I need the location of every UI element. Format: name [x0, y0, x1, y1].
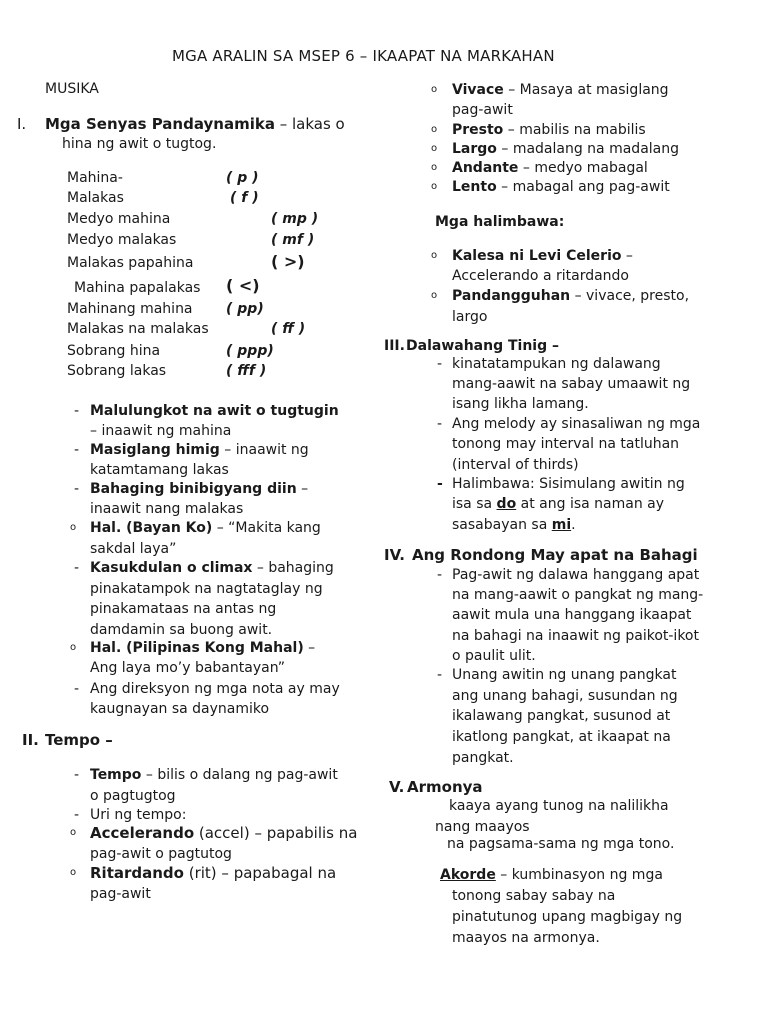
note-do: do [496, 496, 517, 512]
list-item-text: – “Makita kang [212, 520, 321, 536]
list-item [452, 139, 679, 159]
list-item-line: ikatlong pangkat, at ikaapat na [452, 729, 671, 745]
list-item-line: ang unang bahagi, susundan ng [452, 688, 678, 704]
list-item-bold: Andante [452, 160, 519, 176]
list-item-line: ikalawang pangkat, susunod at [452, 708, 671, 724]
akorde-line: maayos na armonya. [452, 930, 600, 946]
section-4-number: IV. [384, 546, 405, 564]
list-item-line: aawit mula una hanggang ikaapat [452, 607, 692, 623]
dash-marker: - [437, 476, 443, 492]
list-item: Pag-awit ng dalawa hanggang apat [452, 567, 700, 583]
list-item: Ang melody ay sinasaliwan ng mga [452, 416, 701, 432]
text-span: isa sa [452, 496, 497, 512]
dash-marker: - [74, 560, 80, 576]
text-span: sasabayan sa [452, 517, 552, 533]
list-item-bold: Hal. (Pilipinas Kong Mahal) [90, 640, 304, 656]
section-1-title: Mga Senyas Pandaynamika [45, 115, 275, 133]
section-1-number: I. [17, 115, 27, 133]
dynamic-symbol: ( f ) [230, 190, 259, 206]
list-item [90, 479, 308, 499]
list-item-line: sakdal laya” [90, 541, 177, 557]
list-item-line: Ang laya mo’y babantayan” [90, 660, 286, 676]
list-item-line: isang likha lamang. [452, 396, 589, 412]
text-span: . [571, 517, 576, 533]
bullet-marker: o [431, 84, 438, 95]
list-item-line: pinakamataas na antas ng [90, 601, 277, 617]
dash-marker: - [74, 481, 80, 497]
bullet-marker: o [431, 143, 438, 154]
list-item-line: largo [452, 309, 488, 325]
dynamic-name: Malakas [67, 190, 124, 206]
examples-heading: Mga halimbawa: [435, 214, 565, 230]
list-item-line: pag-awit [452, 102, 513, 118]
list-item-text: – bahaging [252, 560, 334, 576]
list-item-text: – [621, 248, 633, 264]
list-item-bold: Malulungkot na awit o tugtugin [90, 403, 339, 419]
dynamic-name: Malakas na malakas [67, 321, 209, 337]
list-item-bold: Lento [452, 179, 497, 195]
bullet-marker: o [431, 124, 438, 135]
akorde-line: tonong sabay sabay na [452, 888, 616, 904]
list-item [90, 638, 315, 658]
section-5-heading: Armonya [407, 778, 483, 796]
list-item-bold: Ritardando [90, 864, 184, 882]
list-item: kinatatampukan ng dalawang [452, 356, 661, 372]
list-item-line: o paulit ulit. [452, 648, 536, 664]
section-1-desc: – lakas o [274, 115, 345, 133]
list-item-text: – [303, 640, 316, 656]
list-item [452, 286, 689, 306]
armonya-line: kaaya ayang tunog na nalilikha [449, 798, 669, 814]
section-3-number: III. [384, 338, 405, 354]
dash-marker: - [74, 403, 80, 419]
list-item-text: – madalang na madalang [496, 141, 679, 157]
section-label-musika: MUSIKA [45, 81, 99, 97]
dash-marker: - [74, 442, 80, 458]
section-2-heading: Tempo – [45, 731, 113, 749]
dynamic-name: Mahinang mahina [67, 301, 193, 317]
list-item-line: pag-awit o pagtutog [90, 846, 232, 862]
list-item-bold: Presto [452, 122, 504, 138]
list-item-line: na bahagi na inaawit ng paikot-ikot [452, 628, 699, 644]
list-item-text: – bilis o dalang ng pag-awit [141, 767, 338, 783]
akorde-definition [440, 865, 663, 885]
section-4-heading: Ang Rondong May apat na Bahagi [412, 546, 698, 564]
list-item [90, 765, 338, 785]
bullet-marker: o [431, 162, 438, 173]
list-item-line: pag-awit [90, 886, 151, 902]
list-item-text: – mabagal ang pag-awit [496, 179, 670, 195]
list-item-bold: Masiglang himig [90, 442, 220, 458]
dynamic-symbol: ( >) [271, 252, 305, 271]
list-item-line: na mang-aawit o pangkat ng mang- [452, 587, 704, 603]
list-item: Halimbawa: Sisimulang awitin ng [452, 476, 685, 492]
dynamic-symbol: ( fff ) [226, 363, 267, 379]
list-item [452, 158, 648, 178]
dynamic-symbol: ( mp ) [271, 211, 319, 227]
list-item-text: (rit) – papabagal na [183, 864, 337, 882]
dash-marker: - [437, 667, 443, 683]
list-item-text: – inaawit ng [219, 442, 309, 458]
dash-marker: - [437, 416, 443, 432]
list-item [452, 120, 646, 140]
list-item-text: – [296, 481, 309, 497]
bullet-marker: o [431, 181, 438, 192]
list-item-bold: Kalesa ni Levi Celerio [452, 248, 622, 264]
list-item-line: o pagtugtog [90, 788, 176, 804]
list-item-line: katamtamang lakas [90, 462, 229, 478]
section-2-number: II. [22, 731, 39, 749]
akorde-text: – kumbinasyon ng mga [495, 867, 663, 883]
section-1-desc-line2: hina ng awit o tugtog. [62, 136, 217, 152]
dash-marker: - [437, 567, 443, 583]
dynamic-name: Medyo mahina [67, 211, 171, 227]
note-mi: mi [551, 517, 572, 533]
dynamic-name: Malakas papahina [67, 255, 194, 271]
list-item-bold: Vivace [452, 82, 504, 98]
list-item-line: kaugnayan sa daynamiko [90, 701, 270, 717]
list-item-text: – Masaya at masiglang [503, 82, 669, 98]
list-item [90, 558, 334, 578]
dynamic-symbol: ( <) [226, 276, 260, 295]
dynamic-name: Sobrang lakas [67, 363, 167, 379]
list-item-bold: Kasukdulan o climax [90, 560, 253, 576]
dash-marker: - [74, 807, 80, 823]
list-item-line: damdamin sa buong awit. [90, 622, 273, 638]
bullet-marker: o [70, 827, 77, 838]
list-item: Ang direksyon ng mga nota ay may [90, 681, 340, 697]
list-item-line [452, 515, 576, 535]
list-item [90, 863, 336, 883]
dynamic-symbol: ( pp) [226, 301, 264, 317]
list-item-line: inaawit nang malakas [90, 501, 244, 517]
list-item: Uri ng tempo: [90, 807, 187, 823]
armonya-line: na pagsama-sama ng mga tono. [447, 836, 675, 852]
list-item-bold: Hal. (Bayan Ko) [90, 520, 213, 536]
list-item-bold: Bahaging binibigyang diin [90, 481, 297, 497]
list-item-line: pinakatampok na nagtataglay ng [90, 581, 323, 597]
list-item-line: – inaawit ng mahina [90, 423, 232, 439]
section-5-number: V. [389, 778, 405, 796]
dash-marker: - [74, 767, 80, 783]
list-item [90, 401, 339, 421]
list-item-bold: Largo [452, 141, 497, 157]
dash-marker: - [74, 681, 80, 697]
section-1-heading [45, 114, 345, 134]
text-span: at ang isa naman ay [516, 496, 665, 512]
section-3-heading: Dalawahang Tinig – [406, 338, 559, 354]
list-item [452, 177, 670, 197]
list-item-line: (interval of thirds) [452, 457, 579, 473]
list-item-text: – mabilis na mabilis [503, 122, 646, 138]
list-item [90, 823, 357, 843]
bullet-marker: o [431, 290, 438, 301]
list-item-bold: Pandangguhan [452, 288, 571, 304]
list-item-line: pangkat. [452, 750, 514, 766]
list-item [90, 518, 321, 538]
dash-marker: - [437, 356, 443, 372]
page-title: MGA ARALIN SA MSEP 6 – IKAAPAT NA MARKAHAN [172, 47, 555, 65]
list-item-line [452, 494, 664, 514]
dynamic-name: Medyo malakas [67, 232, 177, 248]
list-item-bold: Accelerando [90, 824, 195, 842]
bullet-marker: o [431, 250, 438, 261]
list-item-line: tonong may interval na tatluhan [452, 436, 680, 452]
list-item: Unang awitin ng unang pangkat [452, 667, 677, 683]
list-item-text: – medyo mabagal [518, 160, 648, 176]
akorde-line: pinatutunog upang magbigay ng [452, 909, 683, 925]
bullet-marker: o [70, 867, 77, 878]
list-item-text: – vivace, presto, [570, 288, 690, 304]
list-item [452, 80, 669, 100]
armonya-line: nang maayos [435, 819, 530, 835]
dynamic-symbol: ( ff ) [271, 321, 306, 337]
dynamic-symbol: ( mf ) [271, 232, 315, 248]
dynamic-name: Mahina papalakas [74, 280, 201, 296]
list-item-line: Accelerando a ritardando [452, 268, 629, 284]
list-item [90, 440, 309, 460]
list-item-text: (accel) – papabilis na [194, 824, 358, 842]
list-item-line: mang-aawit na sabay umaawit ng [452, 376, 691, 392]
bullet-marker: o [70, 522, 77, 533]
list-item-bold: Tempo [90, 767, 142, 783]
bullet-marker: o [70, 642, 77, 653]
akorde-term: Akorde [440, 867, 496, 883]
dynamic-symbol: ( ppp) [226, 343, 274, 359]
dynamic-symbol: ( p ) [226, 170, 259, 186]
dynamic-name: Mahina- [67, 170, 123, 186]
dynamic-name: Sobrang hina [67, 343, 161, 359]
list-item [452, 246, 633, 266]
